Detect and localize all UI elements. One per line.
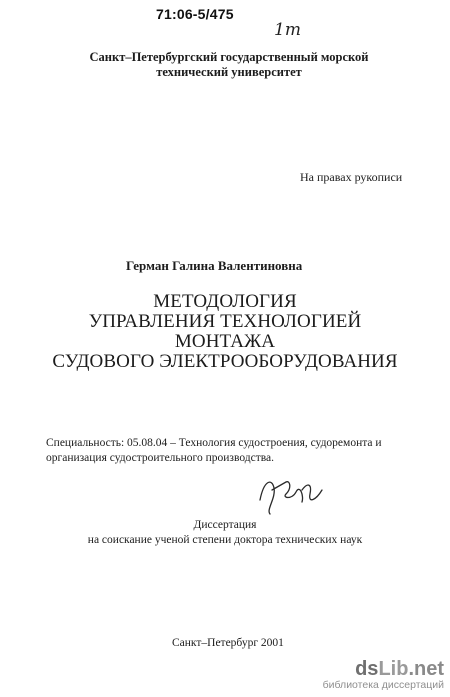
watermark-subtitle: библиотека диссертаций (322, 679, 444, 691)
handwritten-note: 1т (274, 20, 301, 40)
title-line-1: МЕТОДОЛОГИЯ (153, 291, 297, 312)
dissertation-line-1: Диссертация (193, 519, 257, 531)
university-line-1: Санкт–Петербургский государственный морской (89, 50, 369, 64)
dslib-watermark (284, 659, 444, 691)
watermark-logo-lib: Lib (378, 658, 409, 680)
rights-note: На правах рукописи (300, 170, 403, 184)
dissertation-title (40, 292, 410, 372)
dissertation-line-2: на соискание ученой степени доктора технических наук (87, 534, 363, 546)
dissertation-type (60, 518, 390, 548)
handwritten-signature (252, 470, 332, 520)
title-line-3: СУДОВОГО ЭЛЕКТРООБОРУДОВАНИЯ (52, 351, 398, 372)
author-name: Герман Галина Валентиновна (126, 258, 303, 273)
watermark-logo (284, 659, 444, 679)
specialty-block (46, 436, 416, 466)
university-name (84, 50, 374, 80)
specialty-line-2: организация судостроительного производства. (46, 452, 274, 464)
university-line-2: технический университет (156, 65, 302, 79)
catalog-stamp: 71:06-5/475 (156, 6, 234, 22)
watermark-logo-net: .net (408, 658, 444, 680)
specialty-line-1: Специальность: 05.08.04 – Технология судостроения, судоремонта и (46, 437, 382, 449)
title-line-2: УПРАВЛЕНИЯ ТЕХНОЛОГИЕЙ МОНТАЖА (88, 311, 362, 352)
watermark-logo-ds: ds (355, 658, 379, 680)
city-year: Санкт–Петербург 2001 (172, 637, 284, 649)
